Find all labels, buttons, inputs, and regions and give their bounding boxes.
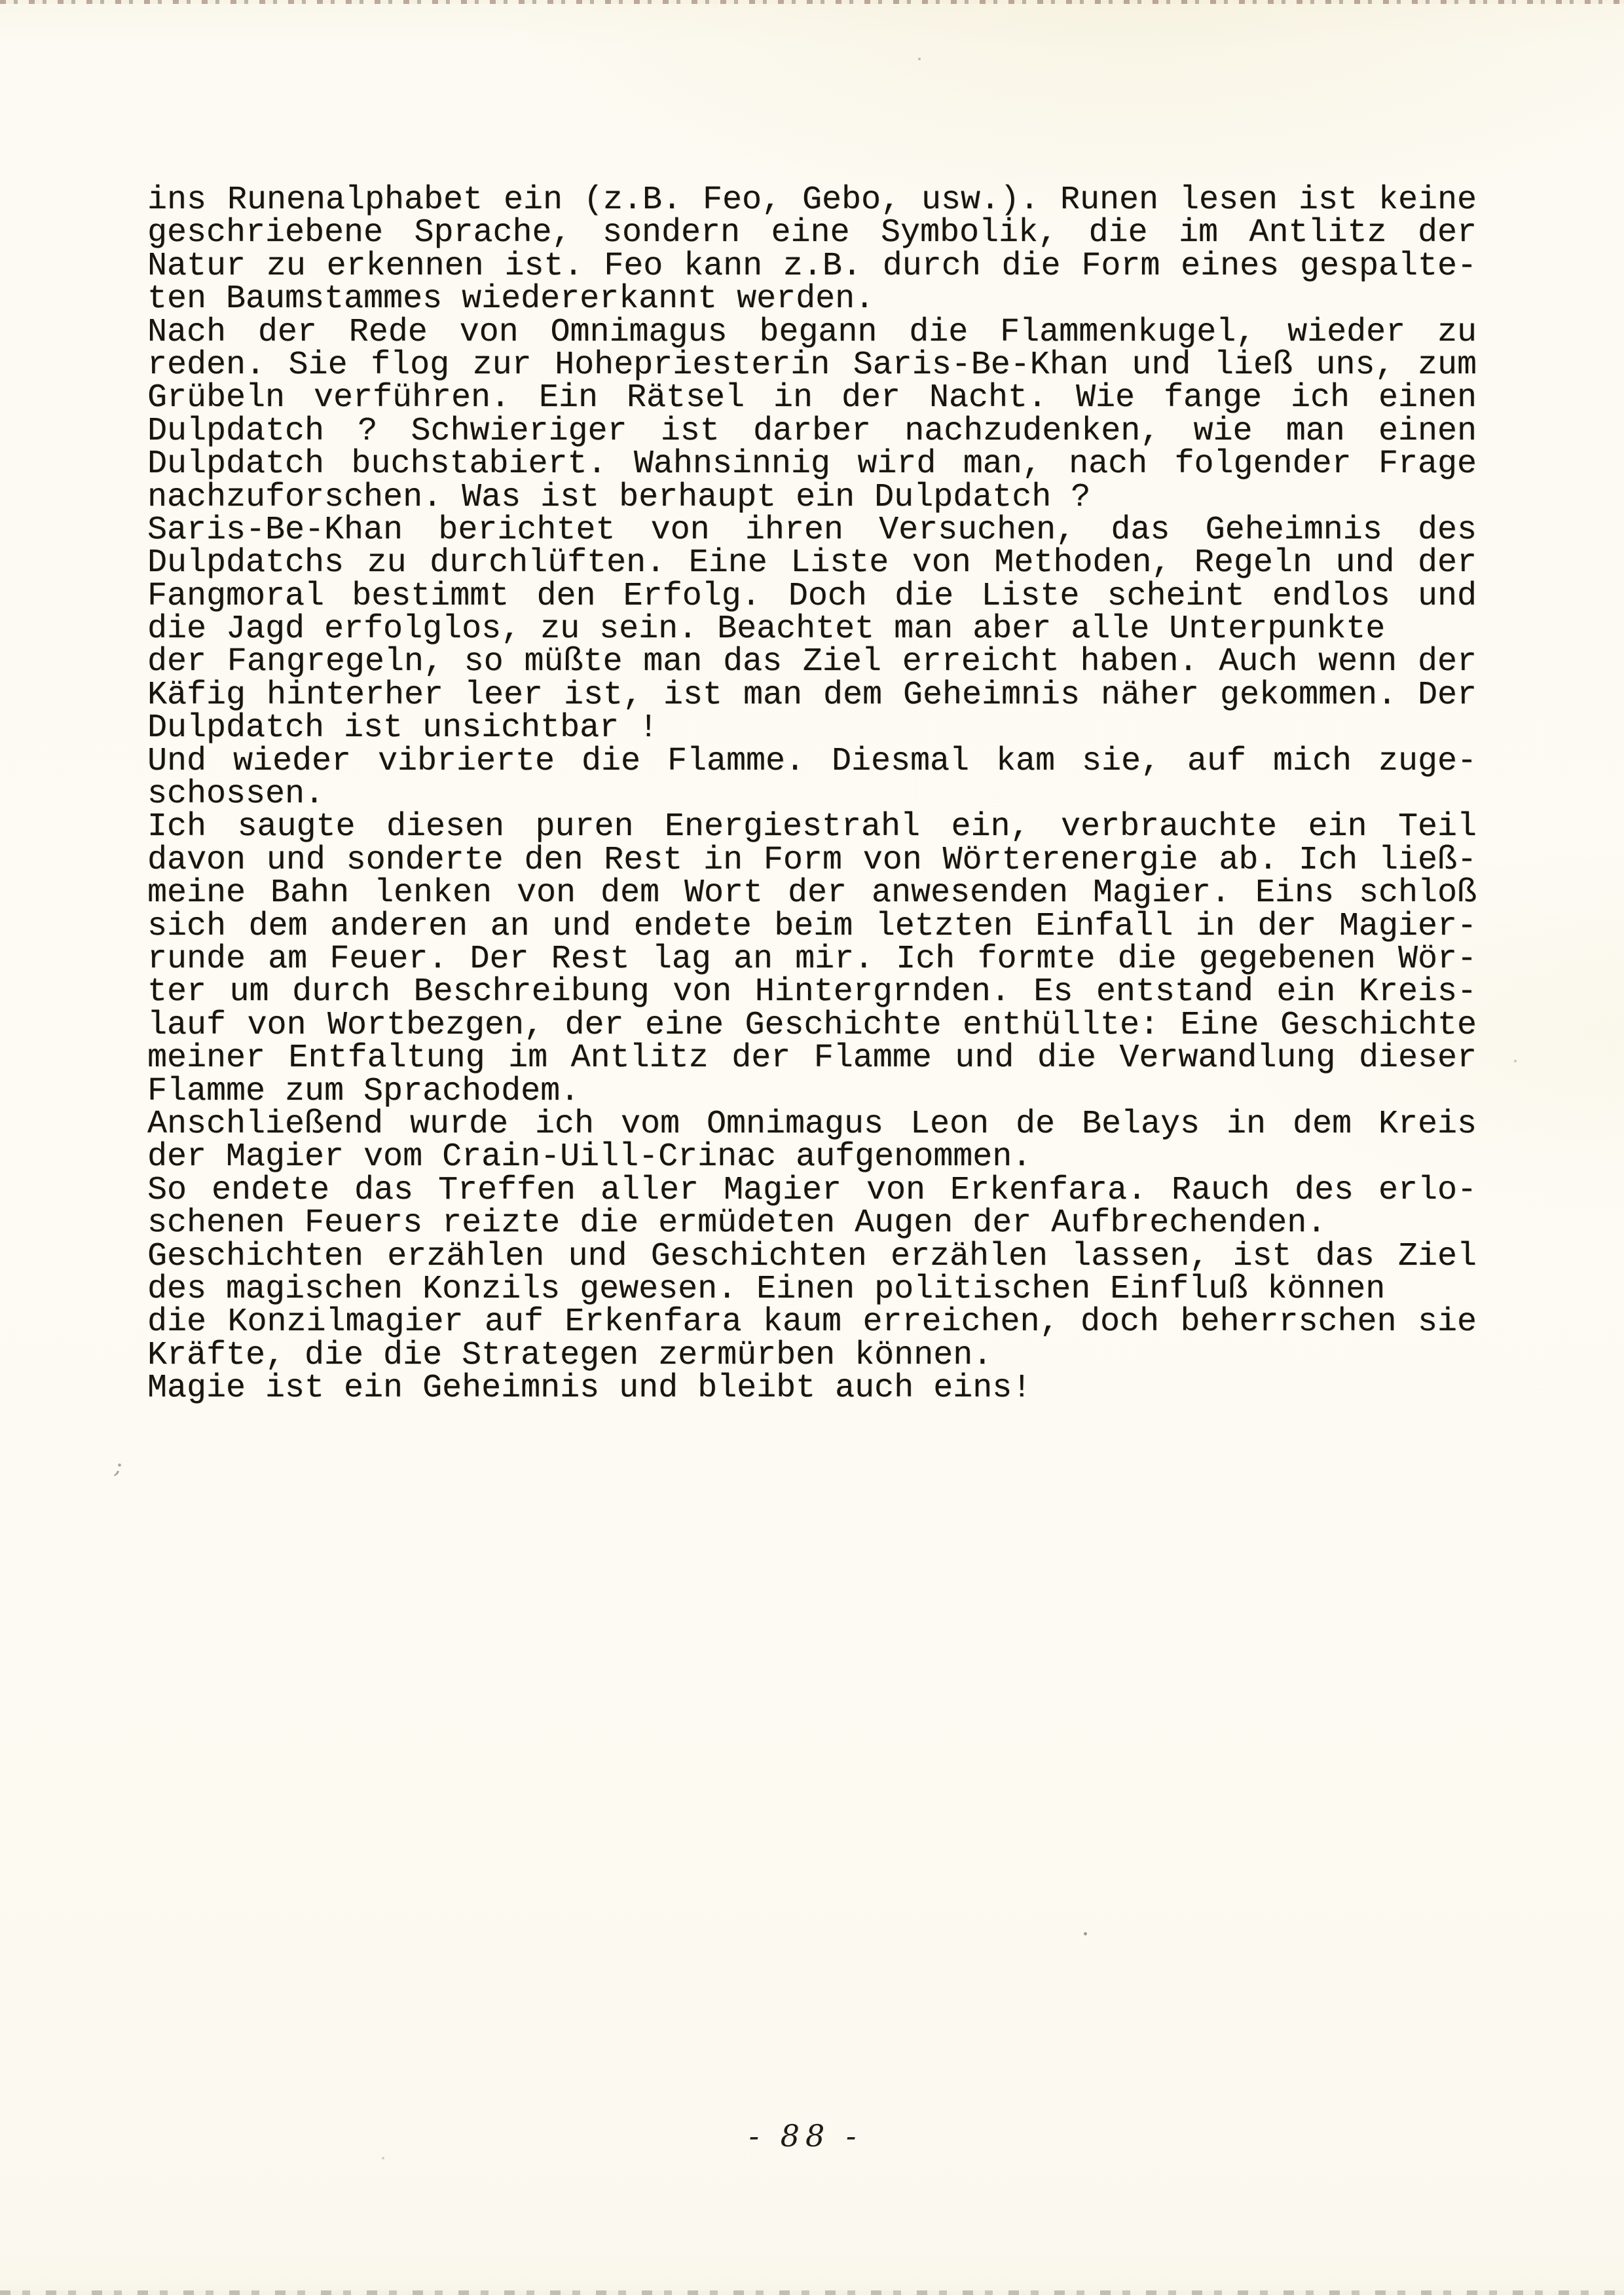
text-line: davon und sonderte den Rest in Form von Wörterenergie ab. Ich ließ- — [147, 841, 1477, 879]
text-line: nachzuforschen. Was ist berhaupt ein Dulpdatch ? — [147, 478, 1091, 516]
text-line: Geschichten erzählen und Geschichten erzählen lassen, ist das Ziel — [147, 1237, 1477, 1275]
text-line: Saris-Be-Khan berichtet von ihren Versuchen, das Geheimnis des — [147, 511, 1477, 549]
text-line: schossen. — [147, 775, 325, 813]
text-line: der Magier vom Crain-Uill-Crinac aufgenommen. — [147, 1138, 1032, 1176]
text-line: Natur zu erkennen ist. Feo kann z.B. durch die Form eines gespalte- — [147, 247, 1477, 285]
text-line: Dulpdatch ? Schwieriger ist darber nachzudenken, wie man einen — [147, 412, 1477, 450]
text-line: Ich saugte diesen puren Energiestrahl ein, verbrauchte ein Teil — [147, 808, 1477, 846]
text-line: Käfig hinterher leer ist, ist man dem Geheimnis näher gekommen. Der — [147, 676, 1477, 714]
text-line: Und wieder vibrierte die Flamme. Diesmal kam sie, auf mich zuge- — [147, 742, 1477, 780]
text-line: Anschließend wurde ich vom Omnimagus Leon de Belays in dem Kreis — [147, 1105, 1477, 1143]
text-line: Dulpdatch ist unsichtbar ! — [147, 709, 659, 747]
scan-edge-top — [0, 0, 1624, 4]
text-line: ins Runenalphabet ein (z.B. Feo, Gebo, usw.). Runen lesen ist keine — [147, 181, 1477, 219]
speckle — [918, 58, 921, 60]
text-line: meiner Entfaltung im Antlitz der Flamme und die Verwandlung dieser — [147, 1039, 1477, 1077]
text-line: der Fangregeln, so müßte man das Ziel erreicht haben. Auch wenn der — [147, 643, 1477, 681]
text-line: des magischen Konzils gewesen. Einen politischen Einfluß können — [147, 1270, 1386, 1308]
page-number: - 88 - — [748, 2118, 862, 2154]
text-line: die Jagd erfolglos, zu sein. Beachtet man aber alle Unterpunkte — [147, 610, 1386, 648]
text-line: So endete das Treffen aller Magier von Erkenfara. Rauch des erlo- — [147, 1171, 1477, 1209]
text-line: runde am Feuer. Der Rest lag an mir. Ich formte die gegebenen Wör- — [147, 940, 1477, 978]
text-line: ten Baumstammes wiedererkannt werden. — [147, 280, 875, 318]
text-line: meine Bahn lenken von dem Wort der anwesenden Magier. Eins schloß — [147, 874, 1477, 912]
speckle — [1514, 1060, 1517, 1062]
text-line: reden. Sie flog zur Hohepriesterin Saris-Be-Khan und ließ uns, zum — [147, 346, 1477, 384]
pencil-mark: ; — [112, 1452, 126, 1480]
text-line: Nach der Rede von Omnimagus begann die Flammenkugel, wieder zu — [147, 313, 1477, 351]
text-line: Kräfte, die die Strategen zermürben können. — [147, 1336, 993, 1374]
typewritten-text-block — [147, 181, 1477, 1408]
speckle — [1084, 1932, 1087, 1935]
text-line: sich dem anderen an und endete beim letzten Einfall in der Magier- — [147, 907, 1477, 945]
text-line: Dulpdatchs zu durchlüften. Eine Liste von Methoden, Regeln und der — [147, 544, 1477, 582]
text-line: schenen Feuers reizte die ermüdeten Augen der Aufbrechenden. — [147, 1204, 1327, 1242]
text-line: Magie ist ein Geheimnis und bleibt auch eins! — [147, 1370, 1032, 1408]
text-line: Grübeln verführen. Ein Rätsel in der Nacht. Wie fange ich einen — [147, 379, 1477, 417]
text-line: Flamme zum Sprachodem. — [147, 1072, 580, 1110]
text-line: ter um durch Beschreibung von Hintergrnden. Es entstand ein Kreis- — [147, 973, 1477, 1011]
speckle — [382, 2157, 384, 2159]
text-line: Fangmoral bestimmt den Erfolg. Doch die Liste scheint endlos und — [147, 577, 1477, 615]
text-line: die Konzilmagier auf Erkenfara kaum erreichen, doch beherrschen sie — [147, 1303, 1477, 1341]
text-line: Dulpdatch buchstabiert. Wahnsinnig wird man, nach folgender Frage — [147, 445, 1477, 483]
text-line: lauf von Wortbezgen, der eine Geschichte enthüllte: Eine Geschichte — [147, 1006, 1477, 1044]
scan-edge-bottom — [0, 2290, 1624, 2295]
text-line: geschriebene Sprache, sondern eine Symbolik, die im Antlitz der — [147, 214, 1477, 252]
